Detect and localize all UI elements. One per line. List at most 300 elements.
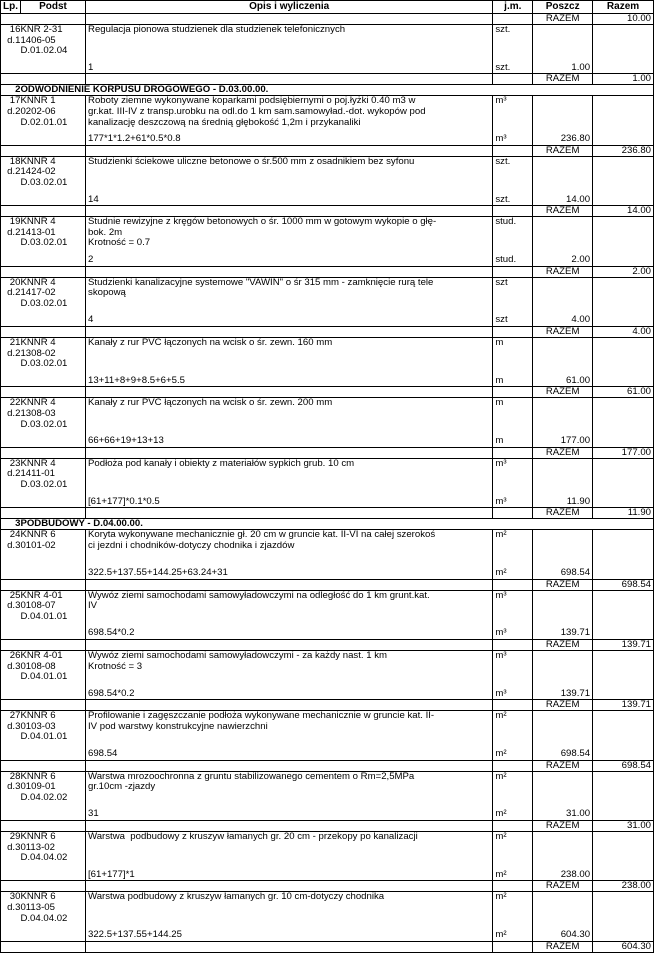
razem-row [1, 700, 654, 711]
description-line: Krotność = 3 [88, 660, 143, 672]
item-calculation: 698.54*0.2 [88, 627, 135, 639]
item-division: d.2 [7, 287, 21, 299]
razem-label: RAZEM [533, 760, 593, 771]
razem-label: RAZEM [533, 326, 593, 337]
podstawa-line: D.03.02.01 [20, 237, 68, 249]
podstawa-line: 1417-02 [20, 287, 56, 299]
podstawa-line: D.04.01.01 [20, 731, 68, 743]
item-number: 19 [9, 216, 21, 228]
podstawa-line: 0113-02 [20, 841, 55, 853]
description-line: Profilowanie i zagęszczanie podłoża wykonywane mechanicznie w gruncie kat. II- [88, 710, 435, 722]
podstawa-line: 1413-01 [20, 226, 56, 238]
header-jm: j.m. [493, 1, 533, 14]
description-line: Studnie rewizyjne z kręgów betonowych o śr. 1000 mm w gotowym wykopie o głę- [88, 216, 437, 228]
unit-bottom: szt. [495, 61, 511, 73]
item-row [1, 530, 654, 579]
item-calculation: [61+177]*1 [88, 868, 135, 880]
item-total-empty [593, 590, 654, 639]
podstawa-line: 0109-01 [20, 781, 56, 793]
item-row [1, 650, 654, 699]
item-division: d.3 [7, 902, 21, 914]
quantity-value: 236.80 [560, 133, 591, 145]
description-line: Studzienki ściekowe uliczne betonowe o śr.500 mm z osadnikiem bez syfonu [88, 156, 415, 167]
podstawa-line: KNNR 4 [20, 397, 56, 409]
item-calculation: 4 [88, 314, 94, 326]
section-number: 3 [1, 519, 21, 530]
razem-label: RAZEM [533, 881, 593, 892]
unit-bottom: m³ [495, 627, 507, 639]
podstawa-line: D.04.01.01 [20, 610, 68, 622]
description-line: Wywóz ziemi samochodami samowyładowczymi na odległość do 1 km grunt.kat. [88, 590, 430, 601]
unit-top: m [495, 337, 504, 348]
item-description [86, 337, 493, 386]
item-division: d.3 [7, 841, 21, 853]
podstawa-line: KNR 2-31 [20, 24, 63, 35]
item-number: 18 [9, 156, 21, 167]
item-calculation: 698.54*0.2 [88, 687, 135, 699]
quantity-value: 61.00 [566, 374, 591, 386]
item-quantity [533, 832, 593, 881]
unit-bottom: m² [495, 929, 507, 941]
item-calculation: 322.5+137.55+144.25 [88, 929, 182, 941]
item-total-empty [593, 25, 654, 74]
podstawa-line: KNNR 4 [20, 216, 56, 228]
item-unit [493, 530, 533, 579]
item-calculation: 698.54 [88, 748, 118, 760]
item-unit [493, 96, 533, 145]
item-quantity [533, 217, 593, 266]
description-line: Kanały z rur PVC łączonych na wcisk o śr. zewn. 160 mm [88, 337, 333, 348]
razem-value: 31.00 [593, 821, 654, 832]
unit-top: szt. [495, 156, 511, 167]
description-line: Kanały z rur PVC łączonych na wcisk o śr. zewn. 200 mm [88, 397, 333, 409]
item-unit [493, 25, 533, 74]
podstawa-line: KNNR 6 [20, 771, 56, 782]
razem-row [1, 941, 654, 952]
razem-row [1, 266, 654, 277]
unit-top: m² [495, 831, 507, 843]
razem-value: 698.54 [593, 579, 654, 590]
item-calculation: 322.5+137.55+144.25+63.24+31 [88, 566, 228, 578]
item-lp [1, 337, 21, 386]
item-description [86, 458, 493, 507]
item-number: 21 [9, 337, 21, 348]
section-row [1, 85, 654, 96]
unit-top: m² [495, 710, 507, 722]
item-number: 16 [9, 24, 21, 35]
description-line: ci jezdni i chodników-dotyczy chodnika i zjazdów [88, 539, 295, 551]
item-total-empty [593, 832, 654, 881]
podstawa-line: KNNR 6 [20, 710, 56, 722]
item-description [86, 96, 493, 145]
razem-label: RAZEM [533, 145, 593, 156]
header-podst: Podst [20, 1, 85, 14]
item-description [86, 711, 493, 760]
item-row [1, 25, 654, 74]
razem-label: RAZEM [533, 508, 593, 519]
quantity-value: 139.71 [560, 687, 591, 699]
item-lp [1, 530, 21, 579]
item-calculation: 31 [88, 808, 99, 820]
razem-row [1, 74, 654, 85]
podstawa-line: KNNR 4 [20, 458, 56, 469]
razem-label: RAZEM [533, 639, 593, 650]
item-row [1, 711, 654, 760]
item-unit [493, 277, 533, 326]
item-lp [1, 590, 21, 639]
razem-label: RAZEM [533, 579, 593, 590]
item-quantity [533, 96, 593, 145]
razem-value: 177.00 [593, 447, 654, 458]
item-row [1, 771, 654, 820]
podstawa-line: D.03.02.01 [20, 418, 68, 430]
item-podstawa [20, 398, 85, 447]
unit-top: m³ [495, 650, 507, 661]
item-unit [493, 892, 533, 941]
quantity-value: 139.71 [560, 627, 591, 639]
razem-value: 61.00 [593, 387, 654, 398]
item-lp [1, 217, 21, 266]
unit-top: szt [495, 277, 508, 288]
item-description [86, 650, 493, 699]
unit-top: m [495, 397, 504, 409]
item-unit [493, 590, 533, 639]
item-description [86, 277, 493, 326]
item-calculation: 1 [88, 61, 94, 73]
item-lp [1, 458, 21, 507]
item-row [1, 398, 654, 447]
podstawa-line: D.03.02.01 [20, 297, 68, 309]
item-podstawa [20, 458, 85, 507]
podstawa-line: KNR 4-01 [20, 590, 63, 601]
razem-row [1, 387, 654, 398]
item-division: d.3 [7, 720, 21, 732]
table-body [1, 14, 654, 953]
podstawa-line: KNNR 6 [20, 529, 56, 541]
podstawa-line: KNNR 4 [20, 277, 56, 288]
item-number: 25 [9, 590, 21, 601]
item-podstawa [20, 832, 85, 881]
item-lp [1, 650, 21, 699]
header-lp: Lp. [1, 1, 21, 14]
podstawa-line: 1406-05 [20, 34, 56, 46]
item-row [1, 892, 654, 941]
item-podstawa [20, 530, 85, 579]
item-division: d.2 [7, 468, 21, 480]
description-line: Podłoża pod kanały i obiekty z materiałów sypkich grub. 10 cm [88, 458, 355, 469]
item-description [86, 832, 493, 881]
section-title: PODBUDOWY - D.04.00.00. [20, 519, 653, 530]
item-unit [493, 832, 533, 881]
podstawa-line: D.02.01.01 [20, 116, 68, 128]
podstawa-line: 0101-02 [20, 539, 56, 551]
item-row [1, 590, 654, 639]
unit-bottom: m [495, 374, 504, 386]
razem-value: 238.00 [593, 881, 654, 892]
item-podstawa [20, 771, 85, 820]
item-total-empty [593, 398, 654, 447]
podstawa-line: KNNR 4 [20, 156, 56, 167]
item-division: d.3 [7, 539, 21, 551]
description-line: Wywóz ziemi samochodami samowyładowczymi - za każdy nast. 1 km [88, 650, 388, 661]
razem-row [1, 821, 654, 832]
razem-value: 139.71 [593, 639, 654, 650]
item-lp [1, 711, 21, 760]
description-line: Warstwa podbudowy z kruszyw łamanych gr. 10 cm-dotyczy chodnika [88, 891, 385, 903]
quantity-value: 4.00 [571, 314, 591, 326]
item-quantity [533, 277, 593, 326]
item-unit [493, 458, 533, 507]
item-division: d.2 [7, 166, 21, 178]
razem-value: 604.30 [593, 941, 654, 952]
description-line: gr.10cm -zjazdy [88, 781, 156, 793]
description-line: Studzienki kanalizacyjne systemowe "VAWIN" o śr 315 mm - zamknięcie rurą tele [88, 277, 434, 288]
item-division: d.2 [7, 347, 21, 359]
item-lp [1, 892, 21, 941]
item-description [86, 156, 493, 205]
description-line: bok. 2m [88, 226, 123, 238]
item-row [1, 277, 654, 326]
item-division: d.3 [7, 660, 21, 672]
quantity-value: 14.00 [566, 193, 591, 205]
item-division: d.1 [7, 34, 21, 46]
item-calculation: 2 [88, 253, 94, 265]
item-lp [1, 25, 21, 74]
description-line: skopową [88, 287, 126, 299]
razem-row [1, 145, 654, 156]
section-row [1, 519, 654, 530]
razem-row [1, 639, 654, 650]
item-description [86, 771, 493, 820]
item-quantity [533, 711, 593, 760]
item-total-empty [593, 650, 654, 699]
podstawa-line: KNNR 6 [20, 831, 56, 843]
item-podstawa [20, 25, 85, 74]
unit-top: m³ [495, 590, 507, 601]
item-total-empty [593, 217, 654, 266]
razem-value: 11.90 [593, 508, 654, 519]
unit-bottom: m [495, 435, 504, 447]
description-line: kanalizację deszczową na średnią głębokość 1,2m i przykanaliki [88, 116, 361, 128]
item-quantity [533, 156, 593, 205]
razem-row [1, 508, 654, 519]
unit-top: m² [495, 891, 507, 903]
razem-value: 4.00 [593, 326, 654, 337]
podstawa-line: 0108-08 [20, 660, 56, 672]
item-total-empty [593, 530, 654, 579]
item-row [1, 458, 654, 507]
item-podstawa [20, 277, 85, 326]
razem-label: RAZEM [533, 387, 593, 398]
razem-value: 236.80 [593, 145, 654, 156]
razem-label: RAZEM [533, 941, 593, 952]
item-row [1, 832, 654, 881]
unit-bottom: m² [495, 868, 507, 880]
item-row [1, 217, 654, 266]
razem-label: RAZEM [533, 74, 593, 85]
header-row [1, 1, 654, 14]
item-row [1, 337, 654, 386]
razem-label: RAZEM [533, 700, 593, 711]
podstawa-line: D.04.02.02 [20, 791, 68, 803]
description-line: Koryta wykonywane mechanicznie gł. 20 cm w gruncie kat. II-VI na całej szerokoś [88, 529, 436, 541]
podstawa-line: 0103-03 [20, 720, 56, 732]
razem-value: 698.54 [593, 760, 654, 771]
item-quantity [533, 650, 593, 699]
description-line: Regulacja pionowa studzienek dla studzienek telefonicznych [88, 24, 346, 35]
description-line: IV [88, 600, 98, 612]
razem-label: RAZEM [533, 821, 593, 832]
unit-bottom: m³ [495, 495, 507, 507]
item-number: 27 [9, 710, 21, 722]
item-podstawa [20, 590, 85, 639]
item-calculation: 66+66+19+13+13 [88, 435, 164, 447]
item-number: 26 [9, 650, 21, 661]
item-quantity [533, 530, 593, 579]
item-description [86, 398, 493, 447]
section-title: ODWODNIENIE KORPUSU DROGOWEGO - D.03.00.00. [20, 85, 653, 96]
razem-value: 10.00 [593, 14, 654, 25]
item-description [86, 590, 493, 639]
item-unit [493, 217, 533, 266]
item-division: d.2 [7, 407, 21, 419]
unit-top: m² [495, 771, 507, 782]
razem-row [1, 326, 654, 337]
podstawa-line: D.03.02.01 [20, 358, 68, 370]
description-line: IV pod warstwy konstrukcyjne nawierzchni [88, 720, 268, 732]
unit-bottom: m² [495, 748, 507, 760]
item-unit [493, 398, 533, 447]
podstawa-line: 1308-03 [20, 407, 56, 419]
item-total-empty [593, 771, 654, 820]
item-quantity [533, 337, 593, 386]
podstawa-line: KNNR 6 [20, 891, 56, 903]
item-podstawa [20, 156, 85, 205]
quantity-value: 2.00 [571, 253, 591, 265]
header-opis: Opis i wyliczenia [86, 1, 493, 14]
item-podstawa [20, 217, 85, 266]
razem-label: RAZEM [533, 14, 593, 25]
item-division: d.3 [7, 600, 21, 612]
unit-bottom: m² [495, 808, 507, 820]
podstawa-line: D.04.04.02 [20, 852, 68, 864]
item-podstawa [20, 96, 85, 145]
unit-bottom: szt [495, 314, 508, 326]
item-calculation: 177*1*1.2+61*0.5*0.8 [88, 133, 181, 145]
item-description [86, 530, 493, 579]
razem-value: 2.00 [593, 266, 654, 277]
item-lp [1, 771, 21, 820]
item-total-empty [593, 458, 654, 507]
quantity-value: 698.54 [560, 566, 591, 578]
razem-label: RAZEM [533, 266, 593, 277]
quantity-value: 238.00 [560, 868, 591, 880]
quantity-value: 1.00 [571, 61, 591, 73]
podstawa-line: 0113-05 [20, 902, 55, 914]
unit-bottom: stud. [495, 253, 517, 265]
item-podstawa [20, 892, 85, 941]
item-quantity [533, 398, 593, 447]
description-line: Krotność = 0.7 [88, 237, 151, 249]
podstawa-line: KNNR 4 [20, 337, 56, 348]
unit-bottom: m³ [495, 687, 507, 699]
unit-top: m³ [495, 458, 507, 469]
unit-top: m² [495, 529, 507, 541]
item-total-empty [593, 337, 654, 386]
item-unit [493, 711, 533, 760]
item-podstawa [20, 650, 85, 699]
podstawa-line: D.04.04.02 [20, 912, 68, 924]
item-podstawa [20, 337, 85, 386]
item-number: 17 [9, 95, 21, 107]
razem-value: 14.00 [593, 206, 654, 217]
unit-top: m³ [495, 95, 507, 107]
item-total-empty [593, 96, 654, 145]
podstawa-line: KNR 4-01 [20, 650, 63, 661]
podstawa-line: D.03.02.01 [20, 478, 68, 490]
item-number: 23 [9, 458, 21, 469]
razem-row [1, 447, 654, 458]
item-podstawa [20, 711, 85, 760]
razem-row [1, 881, 654, 892]
unit-bottom: szt. [495, 193, 511, 205]
podstawa-line: D.03.02.01 [20, 176, 68, 188]
quantity-value: 698.54 [560, 748, 591, 760]
item-lp [1, 398, 21, 447]
podstawa-line: 0108-07 [20, 600, 56, 612]
podstawa-line: D.01.02.04 [20, 45, 68, 57]
podstawa-line: 1424-02 [20, 166, 56, 178]
quantity-value: 31.00 [566, 808, 591, 820]
item-total-empty [593, 892, 654, 941]
razem-value: 139.71 [593, 700, 654, 711]
item-calculation: 13+11+8+9+8.5+6+5.5 [88, 374, 185, 386]
item-division: d.2 [7, 105, 21, 117]
quantity-value: 177.00 [560, 435, 591, 447]
header-poszcz: Poszcz [533, 1, 593, 14]
razem-value: 1.00 [593, 74, 654, 85]
quantity-value: 604.30 [560, 929, 591, 941]
item-number: 29 [9, 831, 21, 843]
unit-top: stud. [495, 216, 517, 228]
item-row [1, 96, 654, 145]
item-quantity [533, 590, 593, 639]
razem-row [1, 579, 654, 590]
razem-row [1, 14, 654, 25]
item-quantity [533, 25, 593, 74]
item-unit [493, 650, 533, 699]
item-row [1, 156, 654, 205]
podstawa-line: 0202-06 [20, 105, 56, 117]
item-calculation: 14 [88, 193, 99, 205]
item-lp [1, 277, 21, 326]
unit-bottom: m² [495, 566, 507, 578]
item-lp [1, 96, 21, 145]
header-razem: Razem [593, 1, 654, 14]
item-lp [1, 832, 21, 881]
section-number: 2 [1, 85, 21, 96]
item-number: 30 [9, 891, 21, 903]
item-division: d.2 [7, 226, 21, 238]
description-line: Roboty ziemne wykonywane koparkami podsiębiernymi o poj.łyżki 0.40 m3 w [88, 95, 416, 107]
item-description [86, 892, 493, 941]
item-quantity [533, 892, 593, 941]
unit-bottom: m³ [495, 133, 507, 145]
item-total-empty [593, 711, 654, 760]
item-unit [493, 337, 533, 386]
razem-row [1, 206, 654, 217]
item-total-empty [593, 277, 654, 326]
